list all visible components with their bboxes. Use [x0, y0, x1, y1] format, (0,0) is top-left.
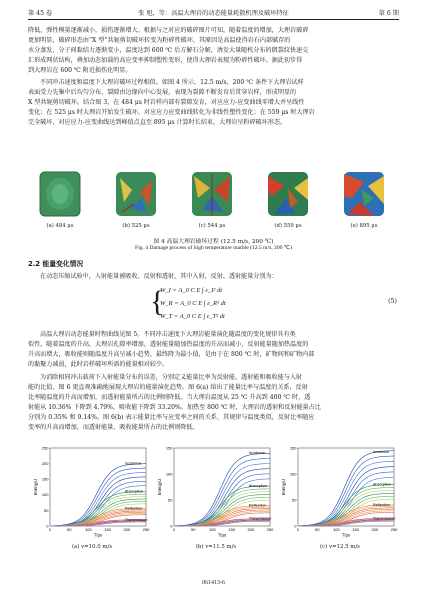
text-line: 在动态压缩试验中，入射能量被吸收、反射和透射，其中入射、反射、透射能量分别为：: [40, 273, 278, 280]
x-tick-label: 150: [352, 527, 359, 532]
figure-4-caption-cn: 图 4 高温大理岩破坏过程 (12.5 m/s, 200 ℃): [153, 239, 274, 245]
energy-chart-c-plot: [280, 444, 400, 544]
specimen-image-a: [36, 168, 84, 234]
running-title: 张 旭，等：高温大理岩的动态能量耗散机理及破坏特征: [138, 10, 289, 17]
energy-chart-b: [156, 444, 276, 554]
text-line: 高温大理岩动态能量时程曲线见图 5。不同冲击速度下大理岩能量演化随温度的变化规律具有类: [40, 331, 296, 338]
specimen-image-d: [264, 168, 312, 234]
paragraph-energy-evolution: [28, 330, 399, 370]
curve-annotation: Transmission: [372, 516, 396, 521]
text-line: 水分蒸发，分子间黏结力逐渐变小，温度达到 600 ℃ 后方解石分解，诱发大量随机分布的微裂纹快速交: [28, 47, 309, 54]
y-tick-label: 250: [41, 445, 49, 451]
equation-row-transmitted: W_T = A_0 C E ∫ ε_T² dt: [160, 313, 225, 320]
y-tick-label: 100: [289, 471, 297, 477]
x-tick-label: 200: [371, 527, 379, 532]
text-line: 完全破坏，对应应力-应变曲线达到峰值点直至 895 μs 计算时长结束，大理岩呈粉碎破坏形态。: [28, 119, 287, 126]
energy-chart-a-plot: [32, 444, 152, 544]
curve-annotation: Absorption: [124, 489, 144, 494]
text-line: 变率的升高而增加，而透射能量、吸收能量所占的比例则降低。: [28, 424, 199, 431]
y-tick-label: 50: [292, 497, 297, 503]
text-line: 射能从 10.36% 下降到 4.79%，吸收能下降到 33.20%。加热至 800 ℃ 时，大理岩的透射和反射能量占比: [28, 404, 321, 411]
curve-annotation: Incidence: [248, 451, 266, 456]
text-line: 能的比值，图 6 更直观准确地展现大理岩的能量演化趋势。图 6(a) 给出了能量比率与温度的关系，反射: [28, 384, 308, 391]
specimen-e-render: [340, 168, 388, 220]
x-tick-label: 0: [172, 527, 176, 532]
curve-annotation: Reflection: [124, 506, 142, 511]
specimen-image-b: [112, 168, 160, 234]
x-tick-label: 100: [209, 527, 216, 532]
figure-4-caption-en: Fig. 4 Damage process of high temperature marble (12.5 m/s, 200 ℃): [135, 245, 292, 251]
specimen-label: (c) 544 μs: [198, 223, 226, 229]
paragraph-fracture-discussion: [28, 26, 399, 76]
y-tick-label: 200: [41, 461, 49, 466]
chart-caption: (c) v=12.5 m/s: [320, 544, 360, 550]
x-tick-label: 50: [190, 527, 196, 532]
curve-annotation: Incidence: [372, 450, 390, 454]
y-tick-label: 50: [44, 507, 49, 513]
specimen-a-render: [36, 168, 84, 220]
page-number: 061413-6: [202, 580, 225, 586]
equation-row-incident: W_I = A_0 C E ∫ ε_I² dt: [160, 287, 223, 294]
specimen-label: (e) 895 μs: [350, 223, 378, 229]
curve-annotation: Transmission: [248, 516, 272, 521]
x-axis-label: T/μs: [341, 532, 351, 538]
y-tick-label: 50: [168, 497, 173, 503]
x-tick-label: 200: [123, 527, 131, 532]
x-tick-label: 250: [142, 527, 150, 532]
equation-row-reflected: W_R = A_0 C E ∫ ε_R² dt: [160, 300, 226, 307]
specimen-d-render: [264, 168, 312, 220]
curve-annotation: Transmission: [124, 517, 148, 522]
x-tick-label: 150: [104, 527, 111, 532]
issue-label: 第 6 期: [378, 10, 399, 17]
text-line: 变化；在 525 μs 时大理岩开始发生破坏，对应应力应变曲线转化为非线性塑性变化；在 559 μs 时大理岩: [28, 109, 315, 116]
y-tick-label: 100: [165, 471, 173, 477]
text-line: 比率随温度的升高而增加，而透射能量所占的比例则降低。当大理岩温度从 25 ℃ 升高到 400 ℃ 时，透: [28, 394, 311, 401]
energy-chart-b-plot: [156, 444, 276, 544]
text-line: 表面受力先集中后均匀分布，裂隙由边缘向中心发展，表现为裂隙不断发育后贯穿岩样，形成明显的: [28, 89, 297, 96]
chart-caption: (b) v=11.5 m/s: [195, 544, 237, 550]
x-axis-label: T/μs: [93, 532, 103, 538]
x-tick-label: 250: [390, 527, 398, 532]
x-tick-label: 50: [66, 527, 72, 532]
y-tick-label: 150: [41, 476, 49, 482]
x-tick-label: 100: [85, 527, 92, 532]
text-line: 的黏聚力减弱，此时岩样破坏所需的能量相对较少。: [28, 361, 169, 368]
y-axis-label: Energy/J: [281, 478, 286, 496]
energy-chart-c: [280, 444, 400, 554]
x-axis-label: T/μs: [217, 532, 227, 538]
curve-annotation: Incidence: [124, 461, 142, 466]
y-axis-label: Energy/J: [157, 478, 162, 496]
curve-annotation: Absorption: [372, 482, 392, 487]
text-line: 为消除相同冲击载荷下入射能量分布的误差，分别定义能量比率为反射能、透射能和吸收能与入射: [40, 374, 303, 381]
text-line: X 型共轭剪切破坏。结合图 3，在 484 μs 时岩样内部有裂隙发育，对应应力-应变曲线零增大并呈线性: [28, 99, 305, 106]
text-line: 汇形成网状结构，叠加动态加载的高应变率抑制塑性变形，使得大理岩表现为粉碎性破坏。据此初步得: [28, 57, 303, 64]
paragraph-energy-ratio: [28, 373, 399, 433]
energy-chart-a: [32, 444, 152, 554]
chart-caption: (a) v=10.0 m/s: [71, 544, 113, 550]
x-tick-label: 50: [314, 527, 320, 532]
text-line: 降低，弹性模量逐渐减小，损伤逐渐增大。根据与之对应的破碎图片可知，随着温度的增加，大理岩破碎: [28, 27, 309, 34]
x-tick-label: 150: [228, 527, 235, 532]
y-tick-label: 150: [165, 445, 173, 451]
curve-annotation: Reflection: [372, 502, 390, 507]
figure-5-energy-charts: [32, 444, 402, 554]
text-line: 分别为 0.35% 和 9.14%。图 6(b) 表示能量比率与应变率之间的关系，其规律与温度类似，反射比率随应: [28, 414, 315, 421]
x-tick-label: 0: [296, 527, 300, 532]
text-line: 到大理岩在 600 ℃ 附近损伤化明显。: [28, 67, 132, 74]
equation-number: (5): [388, 298, 397, 305]
y-tick-label: 0: [46, 523, 49, 529]
specimen-image-c: [188, 168, 236, 234]
header-rule: [28, 19, 399, 20]
paragraph-energy-intro: [28, 272, 399, 282]
text-line: 似性，随着温度的升高，大理岩孔隙率增加，透射能量随加热温度的升高而减小，反射能量随加热温度的: [28, 341, 309, 348]
section-heading: 2.2 能量变化情况: [28, 260, 84, 268]
y-axis-label: Energy/J: [33, 478, 38, 496]
curve-annotation: Reflection: [248, 503, 266, 508]
specimen-label: (b) 525 μs: [122, 223, 150, 229]
specimen-image-e: [340, 168, 388, 234]
y-tick-label: 100: [41, 492, 49, 498]
equation-5: [150, 285, 270, 323]
paragraph-damage-process: [28, 78, 399, 128]
text-line: 升高而增大，吸收能则随温度升高呈减小趋势，最终降为最小值，是由于在 800 ℃ 时，矿物间和矿物内部: [28, 351, 315, 358]
figure-4-specimens: [36, 168, 391, 234]
specimen-c-render: [188, 168, 236, 220]
x-tick-label: 0: [48, 527, 52, 532]
equation-brace: {: [150, 285, 165, 318]
y-tick-label: 0: [294, 523, 297, 529]
specimen-b-render: [112, 168, 160, 220]
curve-annotation: Absorption: [248, 483, 268, 488]
volume-label: 第 45 卷: [28, 10, 53, 17]
specimen-label: (d) 559 μs: [274, 223, 302, 229]
y-tick-label: 150: [289, 445, 297, 451]
x-tick-label: 250: [266, 527, 274, 532]
y-tick-label: 0: [170, 523, 173, 529]
x-tick-label: 200: [247, 527, 255, 532]
x-tick-label: 100: [333, 527, 340, 532]
text-line: 不同冲击速度和温度下大理岩破坏过程相似。如图 4 所示，12.5 m/s、200 ℃ 条件下大理岩试样: [40, 79, 304, 86]
specimen-label: (a) 484 μs: [46, 223, 74, 229]
text-line: 更加明显，破碎形态由“X 型”共轭剪切破坏转变为粉碎性破坏，其原因是高温使得岩石内部赋存的: [28, 37, 291, 44]
